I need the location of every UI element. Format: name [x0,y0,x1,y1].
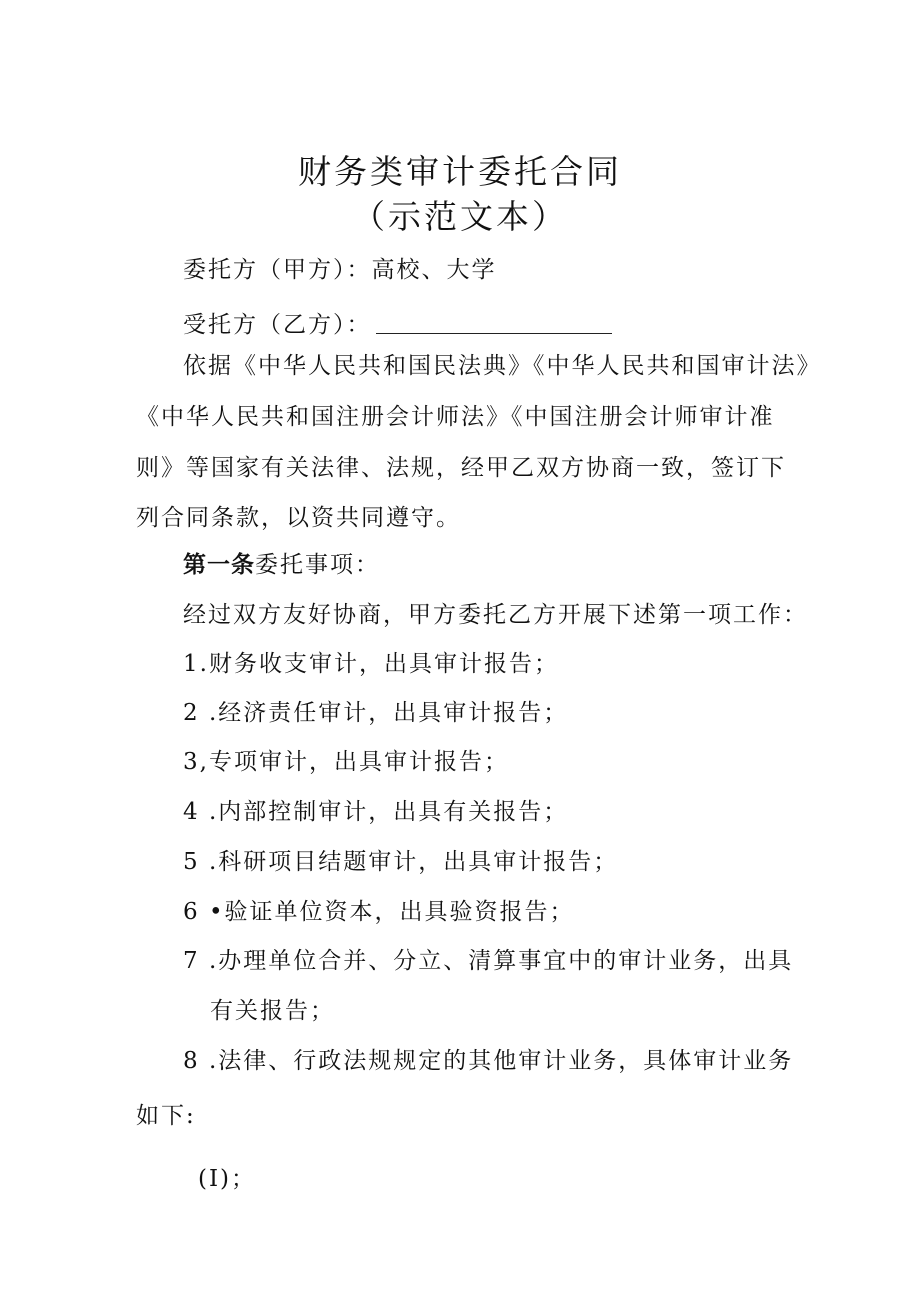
intro-line: 经过双方友好协商，甲方委托乙方开展下述第一项工作： [183,602,808,628]
document-title: 财务类审计委托合同 [298,152,622,191]
party-b-label: 受托方（乙方）： [183,312,372,338]
item-6: 6 •验证单位资本，出具验资报告； [183,899,575,925]
article-1-line [183,550,380,580]
item-8-continued: 如下: [136,1103,196,1129]
item-2: 2 .经济责任审计，出具审计报告； [183,700,569,726]
item-8: 8 .法律、行政法规规定的其他审计业务，具体审计业务 [183,1048,794,1074]
party-b-line [183,310,612,340]
item-5: 5 .科研项目结题审计，出具审计报告； [183,849,619,875]
item-4: 4 .内部控制审计，出具有关报告； [183,799,569,825]
article-1-heading: 第一条 [183,552,255,578]
item-3: 3,专项审计，出具审计报告； [183,749,509,775]
item-7: 7 .办理单位合并、分立、清算事宜中的审计业务，出具 [183,948,794,974]
basis-line-4: 列合同条款，以资共同遵守。 [136,505,461,531]
subitem-1: (I)； [198,1166,257,1192]
basis-line-1: 依据《中华人民共和国民法典》《中华人民共和国审计法》 [183,353,822,379]
party-b-blank [376,311,612,334]
basis-line-2: 《中华人民共和国注册会计师法》《中国注册会计师审计准 [136,404,775,430]
basis-line-3: 则》等国家有关法律、法规，经甲乙双方协商一致，签订下 [136,455,786,481]
party-a-line: 委托方（甲方）：高校、大学 [183,257,497,283]
document-subtitle: （示范文本） [352,197,568,236]
item-7-continued: 有关报告； [210,998,335,1024]
item-1: 1.财务收支审计，出具审计报告； [183,651,559,677]
article-1-text: 委托事项： [255,552,380,578]
